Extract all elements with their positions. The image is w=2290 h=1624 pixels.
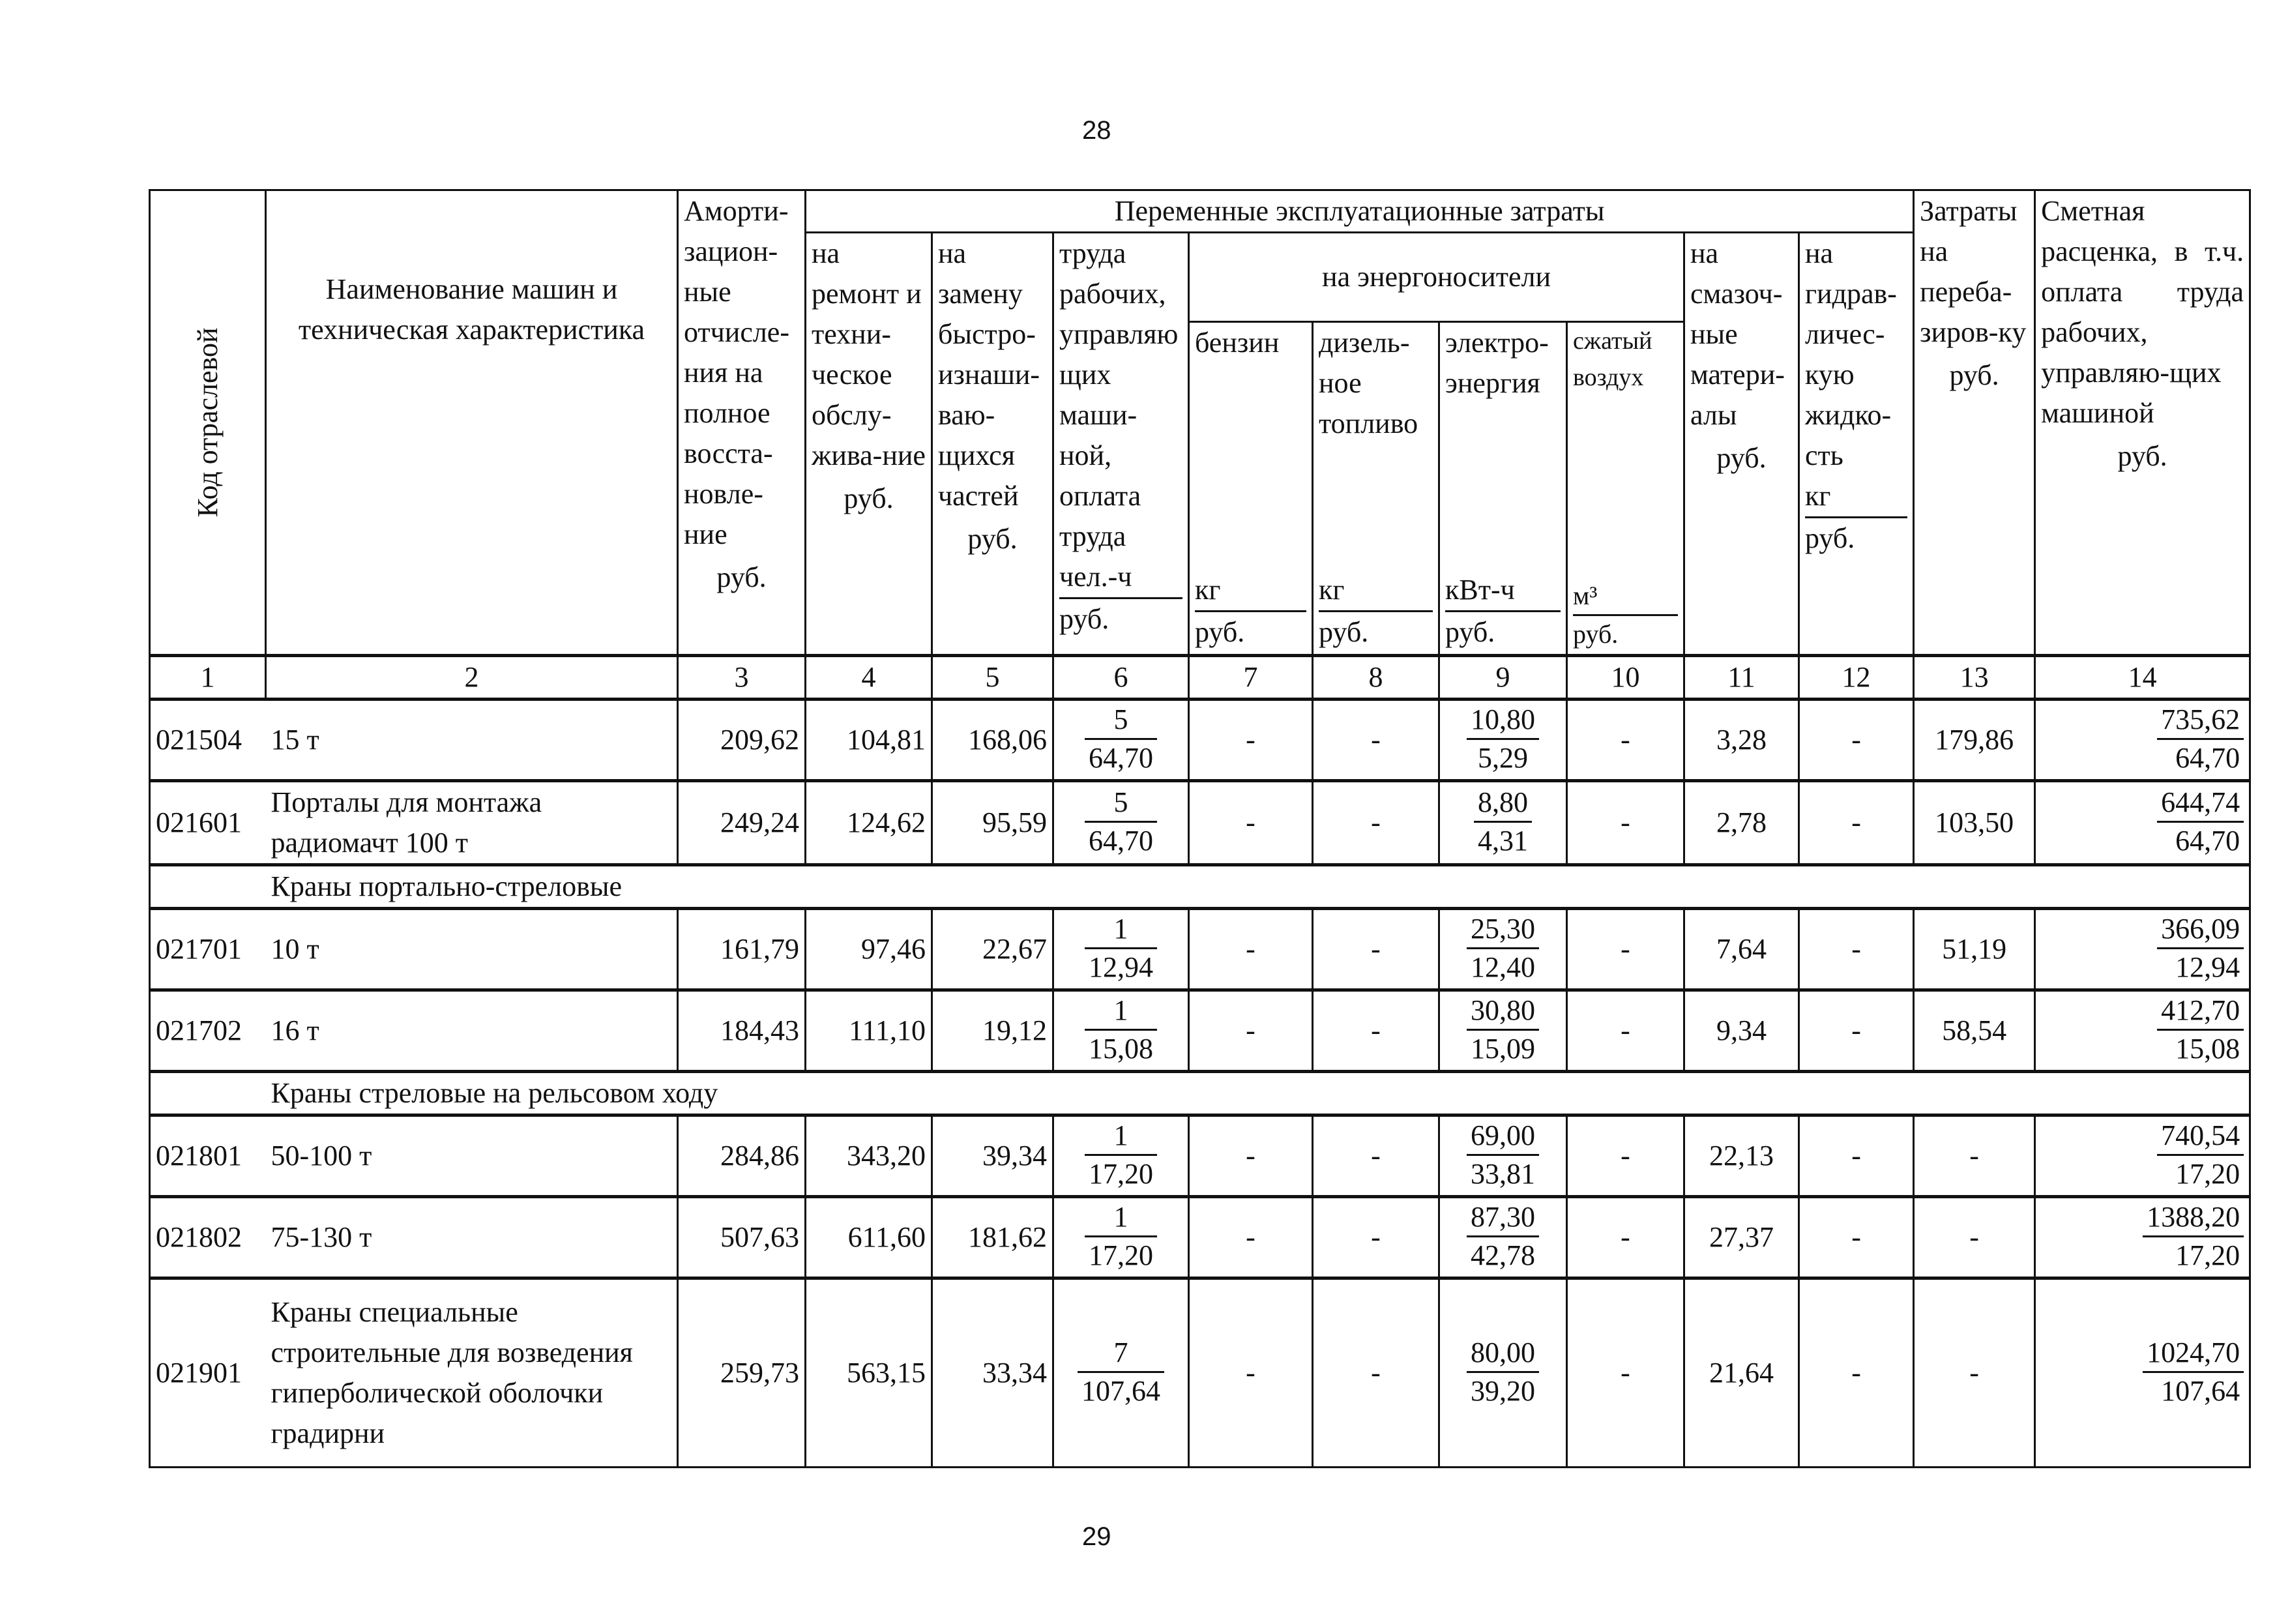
lubricant-cost: 2,78 [1684,781,1799,865]
petrol-cost: - [1189,700,1313,781]
electricity-cost: $\frac{69,00}{33,81}$ [1439,1115,1567,1197]
electricity-cost: $\frac{87,30}{42,78}$ [1439,1197,1567,1278]
column-number: 1 [150,656,266,700]
amortization: 184,43 [678,990,806,1072]
row-code: 021801 [150,1115,266,1197]
petrol-cost: - [1189,990,1313,1072]
electricity-cost: $\frac{8,80}{4,31}$ [1439,781,1567,865]
hydraulic-cost: - [1799,909,1914,990]
table-row [150,781,2250,865]
header-amortization: Аморти-зацион-ные отчисле-ния на полное восста-новле-ние руб. [678,190,806,656]
labor-cost: $\frac{5}{64,70}$ [1053,781,1189,865]
header-name: Наименование машин и техническая характеристика [266,190,678,656]
column-number: 5 [932,656,1053,700]
estimated-rate: $\frac{644,74}{64,70}$ [2035,781,2250,865]
repair-cost: 563,15 [806,1278,932,1468]
labor-cost: $\frac{1}{12,94}$ [1053,909,1189,990]
header-lubricants: на смазоч-ные матери-алы руб. [1684,233,1799,656]
header-energy: на энергоносители [1189,233,1684,322]
petrol-cost: - [1189,909,1313,990]
column-number: 14 [2035,656,2250,700]
section-row [150,865,2250,909]
repair-cost: 104,81 [806,700,932,781]
parts-cost: 39,34 [932,1115,1053,1197]
column-number: 7 [1189,656,1313,700]
hydraulic-cost: - [1799,990,1914,1072]
lubricant-cost: 9,34 [1684,990,1799,1072]
air-cost: - [1567,909,1684,990]
row-code: 021701 [150,909,266,990]
repair-cost: 611,60 [806,1197,932,1278]
lubricant-cost: 7,64 [1684,909,1799,990]
air-cost: - [1567,1278,1684,1468]
estimated-rate: $\frac{412,70}{15,08}$ [2035,990,2250,1072]
header-labor: труда рабочих, управляю щих маши-ной, оплата труда чел.-ч руб. [1053,233,1189,656]
diesel-cost: - [1313,1197,1439,1278]
estimated-rate: $\frac{1388,20}{17,20}$ [2035,1197,2250,1278]
table-row [150,909,2250,990]
column-number-row [150,656,2250,700]
air-cost: - [1567,990,1684,1072]
estimated-rate: $\frac{740,54}{17,20}$ [2035,1115,2250,1197]
repair-cost: 111,10 [806,990,932,1072]
header-rebasing: Затраты на переба-зиров-ку руб. [1914,190,2035,656]
rebasing-cost: 103,50 [1914,781,2035,865]
column-number: 11 [1684,656,1799,700]
amortization: 284,86 [678,1115,806,1197]
row-name: Порталы для монтажа радиомачт 100 т [266,781,678,865]
column-number: 4 [806,656,932,700]
column-number: 9 [1439,656,1567,700]
petrol-cost: - [1189,1115,1313,1197]
row-code: 021702 [150,990,266,1072]
row-name: Краны специальные строительные для возведения гиперболической оболочки градирни [266,1278,678,1468]
row-name: 50-100 т [266,1115,678,1197]
air-cost: - [1567,1115,1684,1197]
row-code: 021901 [150,1278,266,1468]
diesel-cost: - [1313,1278,1439,1468]
petrol-cost: - [1189,1197,1313,1278]
rebasing-cost: - [1914,1197,2035,1278]
parts-cost: 95,59 [932,781,1053,865]
lubricant-cost: 21,64 [1684,1278,1799,1468]
table-row [150,990,2250,1072]
table-row [150,1278,2250,1468]
diesel-cost: - [1313,990,1439,1072]
header-electricity: электро-энергия кВт-ч руб. [1439,321,1567,655]
repair-cost: 97,46 [806,909,932,990]
table-row [150,1115,2250,1197]
rebasing-cost: 179,86 [1914,700,2035,781]
column-number: 12 [1799,656,1914,700]
electricity-cost: $\frac{10,80}{5,29}$ [1439,700,1567,781]
column-number: 3 [678,656,806,700]
header-variable-costs: Переменные эксплуатационные затраты [806,190,1914,233]
header-diesel: дизель-ное топливо кг руб. [1313,321,1439,655]
amortization: 161,79 [678,909,806,990]
repair-cost: 343,20 [806,1115,932,1197]
section-title: Краны стреловые на рельсовом ходу [266,1072,2250,1115]
diesel-cost: - [1313,909,1439,990]
page-number-bottom: 29 [1082,1522,1111,1551]
parts-cost: 181,62 [932,1197,1053,1278]
diesel-cost: - [1313,781,1439,865]
rebasing-cost: - [1914,1278,2035,1468]
header-hydraulic: на гидрав-личес-кую жидко-сть кг руб. [1799,233,1914,656]
row-code: 021504 [150,700,266,781]
rebasing-cost: 51,19 [1914,909,2035,990]
header-parts: на замену быстро-изнаши-ваю-щихся частей руб. [932,233,1053,656]
estimated-rate: $\frac{735,62}{64,70}$ [2035,700,2250,781]
repair-cost: 124,62 [806,781,932,865]
estimated-rate: $\frac{366,09}{12,94}$ [2035,909,2250,990]
electricity-cost: $\frac{25,30}{12,40}$ [1439,909,1567,990]
labor-cost: $\frac{1}{17,20}$ [1053,1115,1189,1197]
section-row [150,1072,2250,1115]
labor-cost: $\frac{1}{15,08}$ [1053,990,1189,1072]
machine-cost-table [149,189,2251,1468]
column-number: 8 [1313,656,1439,700]
row-name: 10 т [266,909,678,990]
table-row [150,700,2250,781]
air-cost: - [1567,700,1684,781]
row-name: 16 т [266,990,678,1072]
column-number: 2 [266,656,678,700]
hydraulic-cost: - [1799,1197,1914,1278]
petrol-cost: - [1189,1278,1313,1468]
air-cost: - [1567,1197,1684,1278]
lubricant-cost: 22,13 [1684,1115,1799,1197]
diesel-cost: - [1313,1115,1439,1197]
section-code-cell [150,865,266,909]
hydraulic-cost: - [1799,1278,1914,1468]
amortization: 259,73 [678,1278,806,1468]
header-compressed-air: сжатый воздух м³ руб. [1567,321,1684,655]
labor-cost: $\frac{7}{107,64}$ [1053,1278,1189,1468]
column-number: 13 [1914,656,2035,700]
hydraulic-cost: - [1799,700,1914,781]
column-number: 6 [1053,656,1189,700]
header-code: Код отраслевой [150,190,266,656]
header-repair: на ремонт и техни-ческое обслу-жива-ние руб. [806,233,932,656]
parts-cost: 19,12 [932,990,1053,1072]
lubricant-cost: 3,28 [1684,700,1799,781]
amortization: 249,24 [678,781,806,865]
row-code: 021601 [150,781,266,865]
hydraulic-cost: - [1799,1115,1914,1197]
header-estimated-rate: Сметная расценка, в т.ч. оплата труда рабочих, управляю-щих машиной руб. [2035,190,2250,656]
estimated-rate: $\frac{1024,70}{107,64}$ [2035,1278,2250,1468]
section-code-cell [150,1072,266,1115]
amortization: 209,62 [678,700,806,781]
diesel-cost: - [1313,700,1439,781]
rebasing-cost: 58,54 [1914,990,2035,1072]
table-row [150,1197,2250,1278]
amortization: 507,63 [678,1197,806,1278]
electricity-cost: $\frac{80,00}{39,20}$ [1439,1278,1567,1468]
electricity-cost: $\frac{30,80}{15,09}$ [1439,990,1567,1072]
header-row-1 [150,190,2250,233]
labor-cost: $\frac{5}{64,70}$ [1053,700,1189,781]
parts-cost: 168,06 [932,700,1053,781]
page-number-top: 28 [1082,116,1111,145]
row-name: 15 т [266,700,678,781]
parts-cost: 33,34 [932,1278,1053,1468]
petrol-cost: - [1189,781,1313,865]
column-number: 10 [1567,656,1684,700]
air-cost: - [1567,781,1684,865]
labor-cost: $\frac{1}{17,20}$ [1053,1197,1189,1278]
parts-cost: 22,67 [932,909,1053,990]
hydraulic-cost: - [1799,781,1914,865]
rebasing-cost: - [1914,1115,2035,1197]
lubricant-cost: 27,37 [1684,1197,1799,1278]
section-title: Краны портально-стреловые [266,865,2250,909]
header-petrol: бензин кг руб. [1189,321,1313,655]
row-code: 021802 [150,1197,266,1278]
row-name: 75-130 т [266,1197,678,1278]
